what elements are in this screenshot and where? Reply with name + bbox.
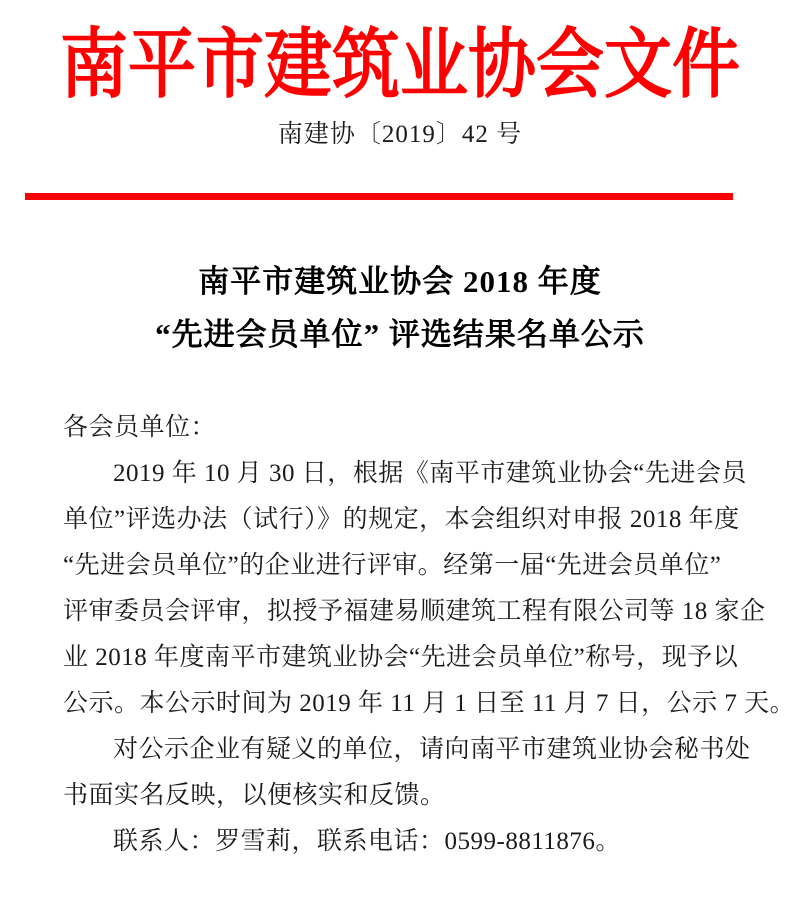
body-line: 公示。本公示时间为 2019 年 11 月 1 日至 11 月 7 日，公示 7 天。 — [63, 690, 796, 717]
body-line: “先进会员单位”的企业进行评审。经第一届“先进会员单位” — [63, 552, 722, 579]
notice-title-line2: “先进会员单位” 评选结果名单公示 — [155, 317, 645, 352]
body-line: 评审委员会评审，拟授予福建易顺建筑工程有限公司等 18 家企 — [63, 598, 766, 625]
red-divider-line — [25, 193, 733, 200]
letterhead — [0, 0, 800, 200]
notice-body — [0, 405, 800, 865]
document-number: 南建协〔2019〕42 号 — [277, 121, 523, 148]
body-line: 业 2018 年度南平市建筑业协会“先进会员单位”称号，现予以 — [63, 644, 739, 671]
notice-title — [0, 255, 800, 361]
body-line: 对公示企业有疑义的单位，请向南平市建筑业协会秘书处 — [113, 736, 751, 763]
contact-line: 联系人：罗雪莉，联系电话：0599-8811876。 — [113, 828, 621, 855]
body-line: 书面实名反映，以便核实和反馈。 — [63, 782, 446, 809]
salutation-line: 各会员单位： — [63, 414, 217, 441]
body-line: 2019 年 10 月 30 日，根据《南平市建筑业协会“先进会员 — [113, 460, 747, 487]
body-line: 单位”评选办法（试行）》的规定，本会组织对申报 2018 年度 — [63, 506, 740, 533]
letterhead-org-title: 南平市建筑业协会文件 — [59, 22, 740, 108]
notice-title-line1: 南平市建筑业协会 2018 年度 — [198, 264, 602, 299]
